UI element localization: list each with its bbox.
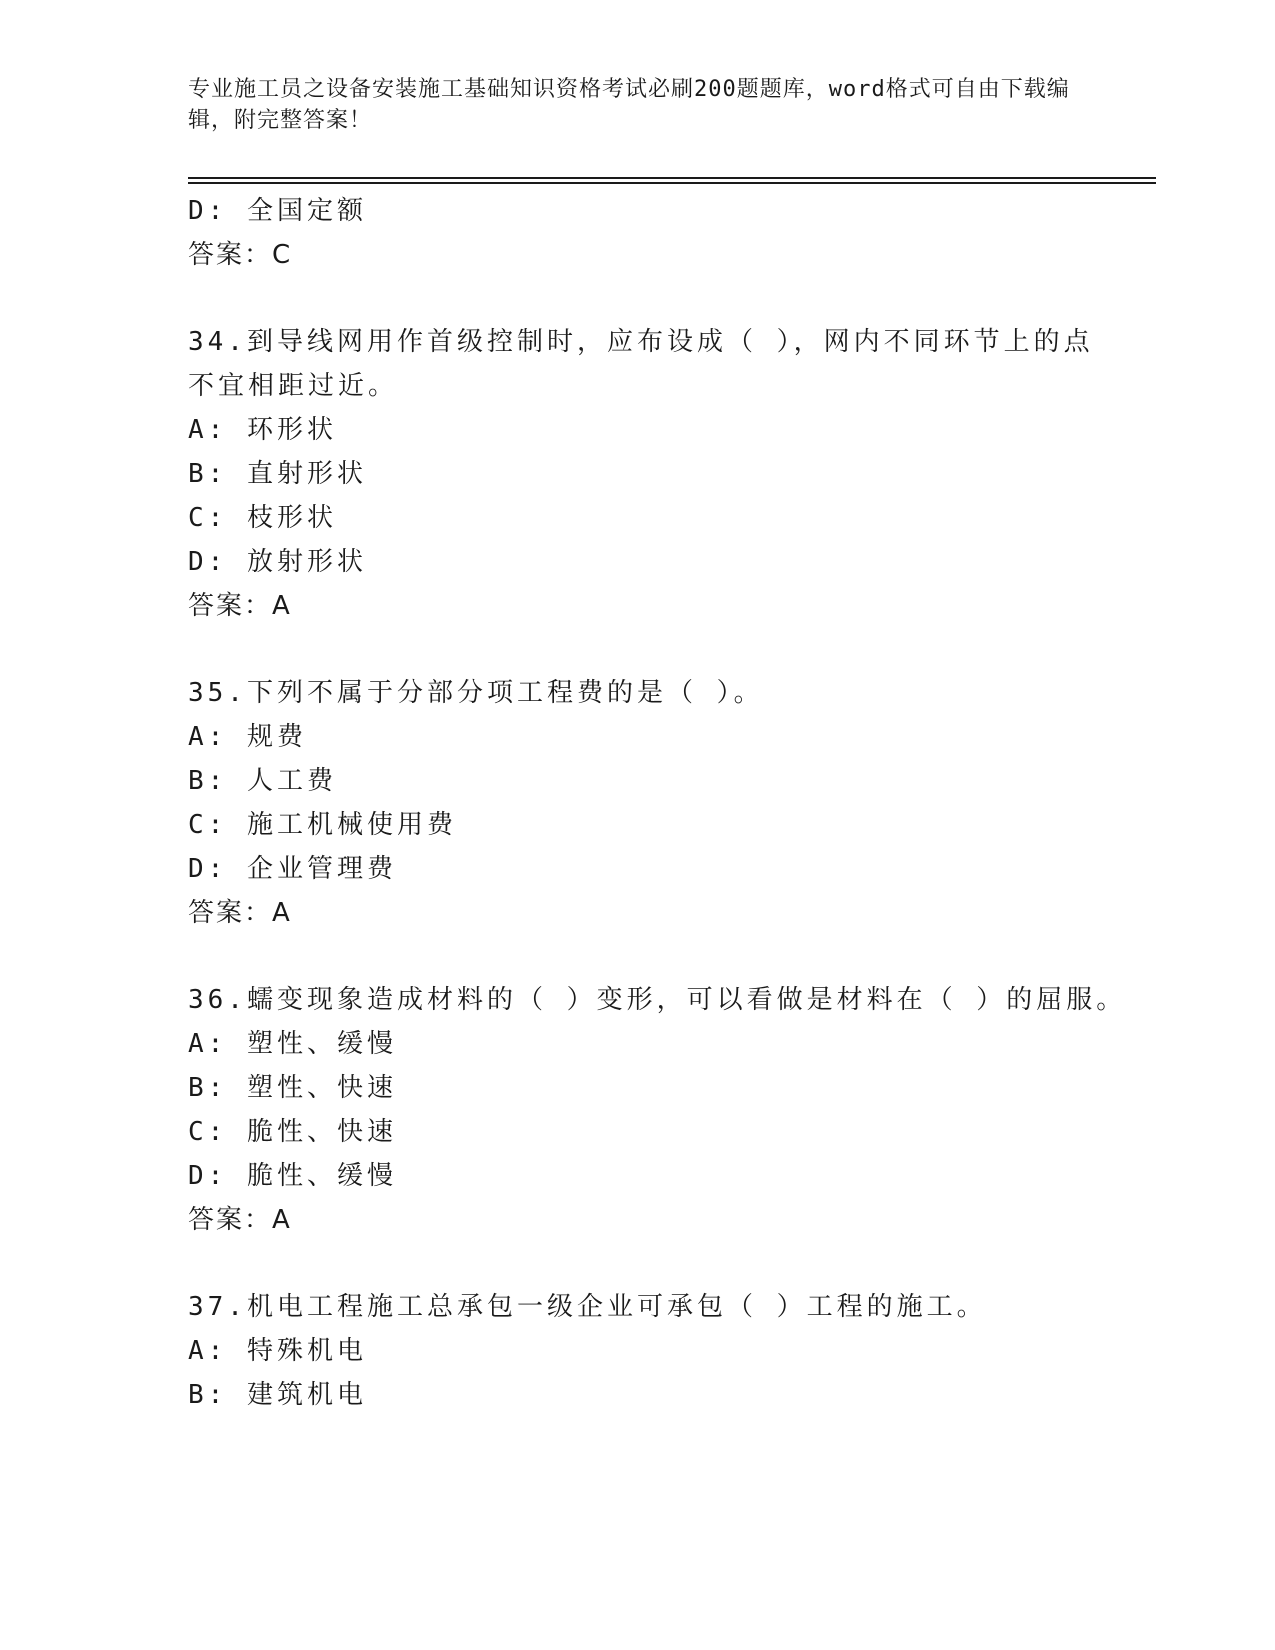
header-rule-top <box>188 177 1156 179</box>
option-d: D: 放射形状 <box>188 547 367 577</box>
answer-line: 答案：C <box>188 240 293 270</box>
question-34-cont: 不宜相距过近。 <box>188 371 399 401</box>
option-d: D: 全国定额 <box>188 196 367 226</box>
option-c: C: 脆性、快速 <box>188 1117 397 1147</box>
option-a: A: 规费 <box>188 722 307 752</box>
option-b: B: 直射形状 <box>188 459 367 489</box>
option-c: C: 枝形状 <box>188 503 337 533</box>
question-34: 34.到导线网用作首级控制时，应布设成（ ），网内不同环节上的点 <box>188 327 1094 357</box>
option-d: D: 脆性、缓慢 <box>188 1161 397 1191</box>
answer-line: 答案：A <box>188 898 292 928</box>
option-a: A: 特殊机电 <box>188 1336 367 1366</box>
option-b: B: 人工费 <box>188 766 337 796</box>
answer-line: 答案：A <box>188 1205 292 1235</box>
question-36: 36.蠕变现象造成材料的（ ）变形，可以看做是材料在（ ）的屈服。 <box>188 985 1127 1015</box>
question-37: 37.机电工程施工总承包一级企业可承包（ ）工程的施工。 <box>188 1292 987 1322</box>
option-b: B: 塑性、快速 <box>188 1073 397 1103</box>
option-b: B: 建筑机电 <box>188 1380 367 1410</box>
option-d: D: 企业管理费 <box>188 854 397 884</box>
page-header: 专业施工员之设备安装施工基础知识资格考试必刷200题题库，word格式可自由下载编辑，附完整答案！ <box>188 77 1070 133</box>
answer-line: 答案：A <box>188 591 292 621</box>
question-35: 35.下列不属于分部分项工程费的是（ ）。 <box>188 678 764 708</box>
option-c: C: 施工机械使用费 <box>188 810 457 840</box>
option-a: A: 环形状 <box>188 415 337 445</box>
option-a: A: 塑性、缓慢 <box>188 1029 397 1059</box>
header-rule-bottom <box>188 182 1156 184</box>
